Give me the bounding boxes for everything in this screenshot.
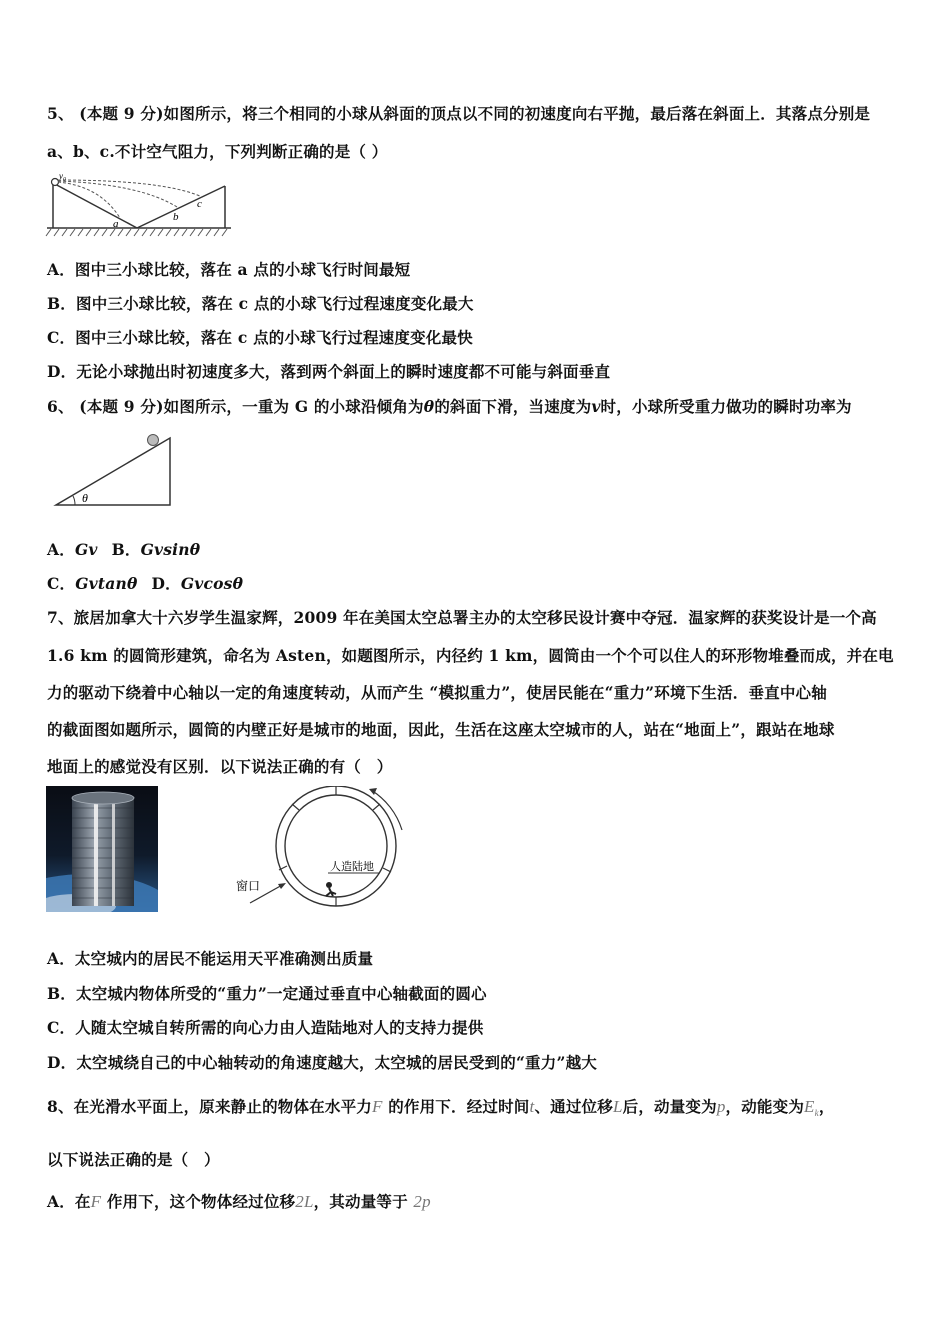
- q7-fig-window-label: 窗口: [236, 879, 261, 893]
- q6-stem-b: 的斜面下滑，当速度为: [434, 397, 592, 416]
- q5-option-d: D．无论小球抛出时初速度多大，落到两个斜面上的瞬时速度都不可能与斜面垂直: [47, 362, 611, 381]
- q8-option-a: [47, 1190, 431, 1212]
- q6-option-b-value: Gvsinθ: [140, 540, 201, 559]
- q8-t: t: [529, 1097, 535, 1116]
- q7-option-a: A．太空城内的居民不能运用天平准确测出质量: [47, 949, 374, 968]
- q8-L: L: [612, 1097, 623, 1116]
- q6-option-b-label: B．: [111, 540, 141, 559]
- q6-option-a-value: Gv: [74, 540, 98, 559]
- q7-stem-line4: 的截面图如题所示，圆筒的内壁正好是城市的地面，因此，生活在这座太空城市的人，站在“地面上”，跟站在地球: [47, 720, 835, 739]
- q7-stem-line2: 1.6 km 的圆筒形建筑，命名为 Asten，如题图所示，内径约 1 km，圆筒由一个个可以住人的环形物堆叠而成，并在电: [47, 646, 894, 665]
- q7-space-city-photo: [46, 786, 158, 912]
- q8-seg6: ，: [818, 1097, 835, 1116]
- q6-v: v: [591, 397, 601, 416]
- q5-stem-line1: 5、 (本题 9 分)如图所示，将三个相同的小球从斜面的顶点以不同的初速度向右平抛，最后落在斜面上．其落点分别是: [47, 104, 871, 123]
- q8-seg5: ，动能变为: [725, 1097, 805, 1116]
- q6-option-c-value: Gvtanθ: [75, 574, 138, 593]
- q6-incline-figure: [50, 430, 180, 510]
- q8-Ek: E: [804, 1097, 815, 1116]
- q8-seg4: 后，动量变为: [622, 1097, 717, 1116]
- q8-p: p: [716, 1097, 726, 1116]
- q8-seg1: 8、在光滑水平面上，原来静止的物体在水平力: [47, 1097, 372, 1116]
- q6-theta: θ: [423, 397, 435, 416]
- q8-seg2: 的作用下．经过时间: [388, 1097, 530, 1116]
- q7-cross-section-figure: [232, 786, 412, 910]
- q6-stem-a: 6、 (本题 9 分)如图所示，一重为 G 的小球沿倾角为: [47, 397, 424, 416]
- q6-option-d-value: Gvcosθ: [180, 574, 244, 593]
- q6-options-cd: [47, 572, 243, 594]
- q5-fig-c: c: [197, 198, 202, 210]
- q5-option-a: A．图中三小球比较，落在 a 点的小球飞行时间最短: [47, 260, 411, 279]
- q8-optA-2p: 2p: [413, 1192, 431, 1211]
- q8-optA-c: ，其动量等于: [313, 1192, 408, 1211]
- q7-stem-line3: 力的驱动下绕着中心轴以一定的角速度转动，从而产生 “模拟重力”，使居民能在“重力”环境下生活．垂直中心轴: [47, 683, 827, 702]
- q5-stem-line2: a、b、c.不计空气阻力，下列判断正确的是（ ）: [47, 142, 388, 161]
- q7-stem-line1: 7、旅居加拿大十六岁学生温家辉，2009 年在美国太空总署主办的太空移民设计赛中夺冠．温家辉的获奖设计是一个高: [47, 608, 877, 627]
- q7-stem-line5: 地面上的感觉没有区别．以下说法正确的有（ ）: [47, 757, 393, 776]
- q8-stem-line1: [47, 1095, 835, 1118]
- q6-options-ab: [47, 538, 200, 560]
- q6-fig-theta: θ: [82, 491, 88, 505]
- q8-seg3: 、通过位移: [534, 1097, 613, 1116]
- q6-stem-c: 时，小球所受重力做功的瞬时功率为: [600, 397, 852, 416]
- q8-stem-line2: 以下说法正确的是（ ）: [47, 1150, 220, 1169]
- q5-fig-a: a: [113, 218, 119, 230]
- q6-option-c-label: C．: [47, 574, 76, 593]
- q6-option-d-label: D．: [151, 574, 181, 593]
- q5-incline-figure: [45, 170, 235, 245]
- q7-option-d: D．太空城绕自己的中心轴转动的角速度越大，太空城的居民受到的“重力”越大: [47, 1053, 597, 1072]
- q5-option-b: B．图中三小球比较，落在 c 点的小球飞行过程速度变化最大: [47, 294, 474, 313]
- q8-optA-b: 作用下，这个物体经过位移: [106, 1192, 296, 1211]
- q8-Ek-sub: k: [814, 1108, 819, 1119]
- q8-F: F: [372, 1097, 383, 1116]
- q7-fig-ground-label: 人造陆地: [330, 860, 374, 873]
- q6-option-a-label: A．: [47, 540, 75, 559]
- q5-option-c: C．图中三小球比较，落在 c 点的小球飞行过程速度变化最快: [47, 328, 473, 347]
- q5-fig-v0: v₀: [59, 171, 67, 181]
- q8-optA-2L: 2L: [295, 1192, 314, 1211]
- q8-optA-a: A．在: [47, 1192, 91, 1211]
- q7-option-c: C．人随太空城自转所需的向心力由人造陆地对人的支持力提供: [47, 1018, 484, 1037]
- q8-optA-F: F: [90, 1192, 102, 1211]
- q6-stem: [47, 395, 852, 417]
- q5-fig-b: b: [173, 211, 179, 223]
- q7-option-b: B．太空城内物体所受的“重力”一定通过垂直中心轴截面的圆心: [47, 984, 487, 1003]
